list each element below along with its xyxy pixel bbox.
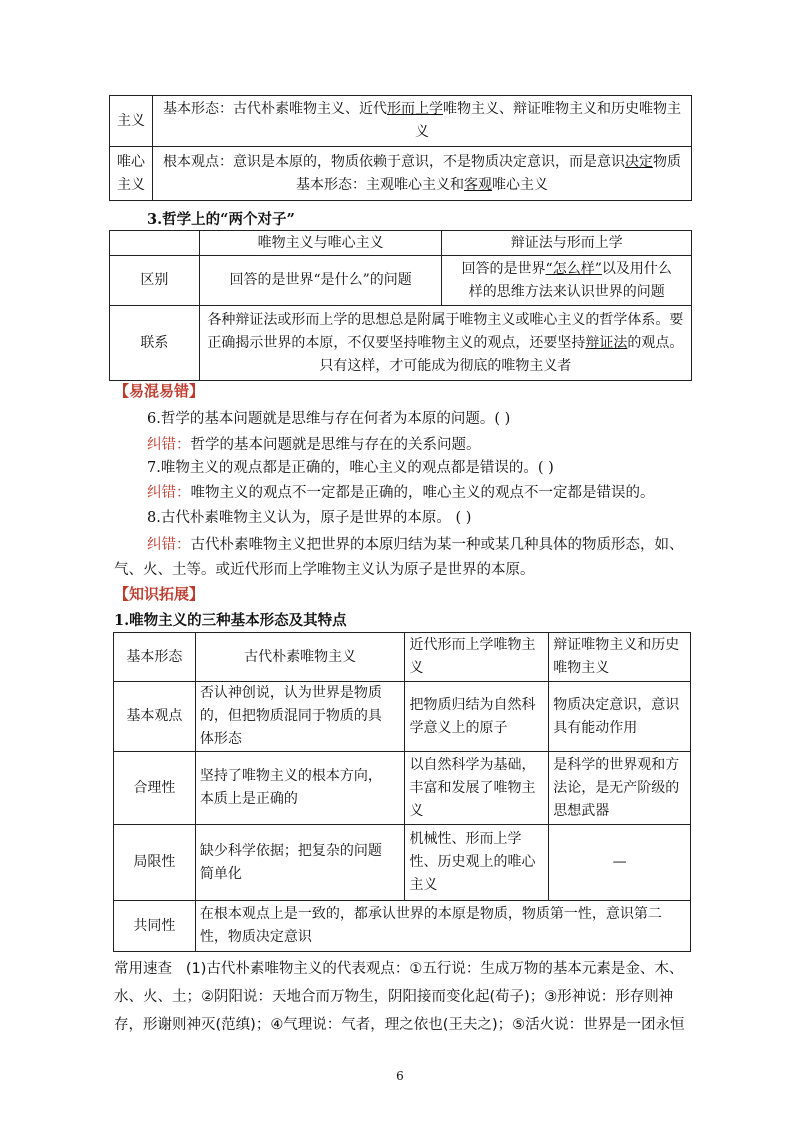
- correction-8: 纠错：古代朴素唯物主义把世界的本原归结为某一种或某几种具体的物质形态，如、: [147, 537, 684, 553]
- header-dialectical: 辩证唯物主义和历史 唯物主义: [549, 633, 691, 682]
- rationality-ancient: 坚持了唯物主义的根本方向， 本质上是正确的: [195, 752, 405, 825]
- section3-title: 3.哲学上的“两个对子”: [147, 211, 295, 228]
- correction-6: 纠错：哲学的基本问题就是思维与存在的关系问题。: [147, 437, 481, 453]
- header-basic-form: 基本形态: [114, 633, 196, 682]
- correction-8-cont: 气、火、土等。或近代形而上学唯物主义认为原子是世界的本原。: [114, 562, 535, 578]
- col-materialism-idealism: 唯物主义与唯心主义: [199, 231, 442, 256]
- page-number: 6: [396, 1069, 404, 1083]
- materialism-label: 主义: [110, 96, 153, 147]
- col-dialectics-metaphysics: 辩证法与形而上学: [442, 231, 692, 256]
- basic-problem-table: [109, 95, 692, 201]
- idealism-label: 唯心 主义: [110, 147, 153, 201]
- row-commonality-label: 共同性: [114, 901, 196, 952]
- limitation-ancient: 缺少科学依据；把复杂的问题 简单化: [195, 825, 405, 901]
- basic-view-ancient: 否认神创说，认为世界是物质 的，但把物质混同于物质的具 体形态: [195, 682, 405, 752]
- header-modern: 近代形而上学唯物主 义: [405, 633, 549, 682]
- idealism-content: 根本观点：意识是本原的，物质依赖于意识，不是物质决定意识，而是意识决定物质 基本形态：主观唯心主义和客观唯心主义: [152, 147, 691, 201]
- materialism-forms: 基本形态：古代朴素唯物主义、近代形而上学唯物主义、辩证唯物主义和历史唯物主 义: [152, 96, 691, 147]
- commonality-content: 在根本观点上是一致的，都承认世界的本原是物质，物质第一性，意识第二 性，物质决定意识: [195, 901, 690, 952]
- quick-ref-label: 常用速查: [114, 961, 172, 977]
- quick-ref-line-2: 水、火、土；②阴阳说：天地合而万物生，阴阳接而变化起(荀子)；③形神说：形存则神: [114, 989, 674, 1005]
- rationality-dialectical: 是科学的世界观和方 法论，是无产阶级的 思想武器: [549, 752, 691, 825]
- materialism-forms-table: [113, 632, 691, 952]
- question-8: 8.古代朴素唯物主义认为，原子是世界的本原。 ( ): [147, 510, 472, 526]
- row-limitation-label: 局限性: [114, 825, 196, 901]
- expand-header: 【知识拓展】: [114, 585, 205, 603]
- two-pairs-table: [109, 230, 692, 381]
- limitation-dialectical: —: [549, 825, 691, 901]
- difference-dialectics: 回答的是世界“怎么样”以及用什么 样的思维方法来认识世界的问题: [442, 256, 692, 306]
- basic-view-modern: 把物质归结为自然科 学意义上的原子: [405, 682, 549, 752]
- expand-title: 1.唯物主义的三种基本形态及其特点: [114, 612, 347, 629]
- header-ancient: 古代朴素唯物主义: [195, 633, 405, 682]
- row-basic-view-label: 基本观点: [114, 682, 196, 752]
- confuse-header: 【易混易错】: [114, 382, 205, 400]
- basic-view-dialectical: 物质决定意识，意识 具有能动作用: [549, 682, 691, 752]
- connection-content: 各种辩证法或形而上学的思想总是附属于唯物主义或唯心主义的哲学体系。要 正确揭示世界的本原，不仅要坚持唯物主义的观点，还要坚持辩证法的观点。 只有这样，才可能成为彻底的唯物主义者: [199, 306, 691, 381]
- difference-materialism: 回答的是世界“是什么”的问题: [199, 256, 442, 306]
- quick-ref-line-3: 存，形谢则神灭(范缜)；④气理说：气者，理之依也(王夫之)；⑤活火说：世界是一团永恒: [114, 1017, 685, 1033]
- question-6: 6.哲学的基本问题就是思维与存在何者为本原的问题。( ): [147, 411, 511, 427]
- row-rationality-label: 合理性: [114, 752, 196, 825]
- question-7: 7.唯物主义的观点都是正确的，唯心主义的观点都是错误的。( ): [147, 460, 554, 476]
- quick-ref-line-1: 常用速查 (1)古代朴素唯物主义的代表观点：①五行说：生成万物的基本元素是金、木、: [114, 961, 684, 977]
- rationality-modern: 以自然科学为基础， 丰富和发展了唯物主 义: [405, 752, 549, 825]
- corner-cell: [110, 231, 200, 256]
- row-connection-label: 联系: [110, 306, 200, 381]
- limitation-modern: 机械性、形而上学 性、历史观上的唯心 主义: [405, 825, 549, 901]
- correction-7: 纠错：唯物主义的观点不一定都是正确的，唯心主义的观点不一定都是错误的。: [147, 485, 655, 501]
- row-difference-label: 区别: [110, 256, 200, 306]
